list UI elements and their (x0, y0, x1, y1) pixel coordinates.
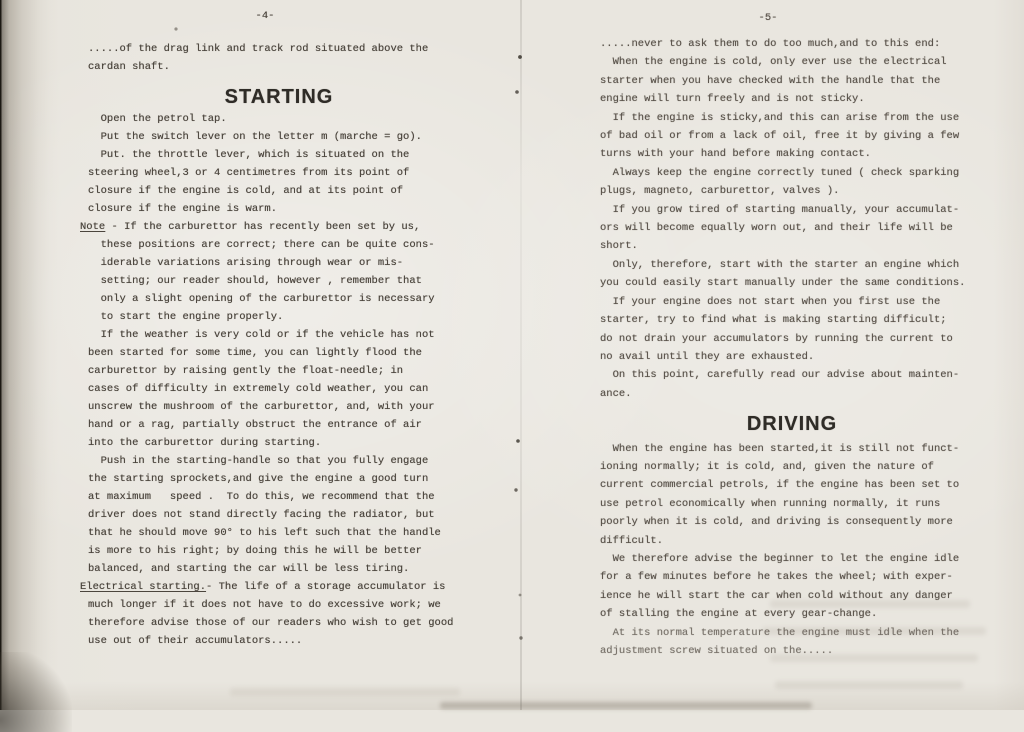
page-fold-line (520, 0, 522, 710)
paragraph (88, 452, 470, 578)
text-line: If you grow tired of starting manually, your accumulat- (600, 203, 960, 216)
scan-smudge (440, 702, 812, 709)
bleed-through-line (775, 681, 963, 689)
text-line: When the engine has been started,it is still not funct- (600, 442, 960, 455)
ink-specks (0, 0, 2, 2)
text-line: at maximum speed . To do this, we recommend that the (88, 491, 435, 503)
text-line: unscrew the mushroom of the carburettor, and, with your (88, 401, 435, 413)
text-line: ance. (600, 387, 632, 400)
text-line: plugs, magneto, carburettor, valves ). (600, 185, 840, 198)
paragraph (80, 218, 470, 326)
paragraph (600, 164, 984, 201)
text-line: you could easily start manually under the same conditions. (600, 277, 966, 290)
paragraph (600, 550, 984, 624)
paragraph (600, 440, 984, 550)
text-line: these positions are correct; there can be quite cons- (88, 239, 435, 251)
paragraph (80, 578, 470, 650)
paragraph (600, 35, 984, 53)
paragraph (600, 366, 984, 403)
text-line: setting; our reader should, however , remember that (88, 275, 422, 287)
text-line: closure if the engine is cold, and at its point of (88, 185, 404, 197)
section-heading: STARTING (224, 86, 334, 108)
text-line: ience he will start the car when cold without any danger (600, 589, 953, 602)
paragraph (88, 326, 470, 452)
text-line: to start the engine properly. (88, 311, 284, 323)
text-line: adjustment screw situated on the..... (600, 645, 834, 657)
text-line: .....of the drag link and track rod situated above the (88, 43, 429, 55)
underlined-lead: Note (80, 221, 106, 233)
text-line: On this point, carefully read our advise about mainten- (600, 369, 960, 382)
text-line: of stalling the engine at every gear-change. (600, 608, 878, 621)
page-right (600, 35, 984, 660)
text-line: much longer if it does not have to do excessive work; we (88, 599, 441, 611)
text-line: is more to his right; by doing this he will be better (88, 545, 422, 557)
bleed-through-line (230, 688, 460, 696)
text-line: no avail until they are exhausted. (600, 350, 815, 363)
page-right-body (600, 35, 984, 660)
paragraph (88, 128, 470, 146)
text-line: turns with your hand before making contact. (600, 148, 871, 161)
text-line: for a few minutes before he takes the wheel; with exper- (600, 571, 953, 584)
text-line: iderable variations arising through wear or mis- (88, 257, 404, 269)
text-line: of bad oil or from a lack of oil, free it by giving a few (600, 130, 960, 143)
page-left (80, 40, 470, 650)
text-line: ors will become equally worn out, and their life will be (600, 222, 953, 235)
text-line: ioning normally; it is cold, and, given the nature of (600, 460, 934, 473)
text-line: driver does not stand directly facing the radiator, but (88, 509, 435, 521)
text-line: use out of their accumulators..... (88, 635, 303, 647)
text-line: into the carburettor during starting. (88, 437, 322, 449)
text-line: At its normal temperature the engine must idle when the (600, 626, 960, 639)
text-line: If the engine is sticky,and this can arise from the use (600, 111, 960, 124)
paragraph (600, 201, 984, 256)
text-line: therefore advise those of our readers who wish to get good (88, 617, 454, 629)
text-line: cases of difficulty in extremely cold weather, you can (88, 383, 429, 395)
paragraph (600, 109, 984, 164)
text-line: If your engine does not start when you first use the (600, 295, 941, 308)
paragraph (88, 40, 470, 76)
section-heading: DRIVING (746, 413, 838, 436)
text-line: current commercial petrols, if the engine has been set to (600, 479, 960, 492)
text-line: poorly when it is cold, and driving is consequently more (600, 516, 953, 529)
text-line: that he should move 90° to his left such that the handle (88, 527, 441, 539)
text-line: difficult. (600, 534, 664, 547)
text-line: Put. the throttle lever, which is situated on the (88, 149, 410, 161)
paragraph (600, 256, 984, 293)
text-line: short. (600, 240, 638, 253)
text-line: Note - If the carburettor has recently been set by us, (80, 221, 421, 233)
text-line: Put the switch lever on the letter m (marche = go). (88, 131, 422, 143)
text-line: closure if the engine is warm. (88, 203, 278, 215)
text-line: .....never to ask them to do too much,and to this end: (600, 38, 941, 50)
text-line: steering wheel,3 or 4 centimetres from its point of (88, 167, 410, 179)
text-line: Only, therefore, start with the starter an engine which (600, 258, 960, 271)
text-line: carburettor by raising gently the float-needle; in (88, 365, 404, 377)
text-line: the starting sprockets,and give the engine a good turn (88, 473, 429, 485)
text-line: cardan shaft. (88, 61, 170, 73)
text-line: starter, try to find what is making starting difficult; (600, 314, 947, 327)
paragraph (600, 293, 984, 367)
page-number-right: -5- (758, 12, 778, 24)
page-number-left: -4- (255, 10, 275, 22)
text-line: We therefore advise the beginner to let the engine idle (600, 552, 960, 565)
text-line: been started for some time, you can lightly flood the (88, 347, 422, 359)
text-line: engine will turn freely and is not sticky. (600, 93, 865, 106)
text-line: do not drain your accumulators by running the current to (600, 332, 953, 345)
text-line: only a slight opening of the carburettor is necessary (88, 293, 435, 305)
text-line: When the engine is cold, only ever use the electrical (600, 56, 947, 69)
text-line: balanced, and starting the car will be less tiring. (88, 563, 410, 575)
text-line: starter when you have checked with the handle that the (600, 74, 941, 87)
text-line: If the weather is very cold or if the vehicle has not (88, 329, 435, 341)
text-line: Electrical starting.- The life of a storage accumulator is (80, 581, 446, 593)
scan-corner-smudge (0, 652, 72, 732)
text-line: Push in the starting-handle so that you fully engage (88, 455, 429, 467)
text-line: Always keep the engine correctly tuned ( check sparking (600, 166, 960, 179)
text-line: Open the petrol tap. (88, 113, 227, 125)
underlined-lead: Electrical starting. (80, 581, 207, 593)
text-line: use petrol economically when running normally, it runs (600, 497, 941, 510)
page-left-body (80, 40, 470, 650)
text-line: hand or a rag, partially obstruct the entrance of air (88, 419, 422, 431)
paragraph (88, 110, 470, 128)
paragraph (600, 624, 984, 661)
scan-edge-shadow (0, 0, 58, 710)
paragraph (88, 146, 470, 218)
paragraph (600, 53, 984, 108)
